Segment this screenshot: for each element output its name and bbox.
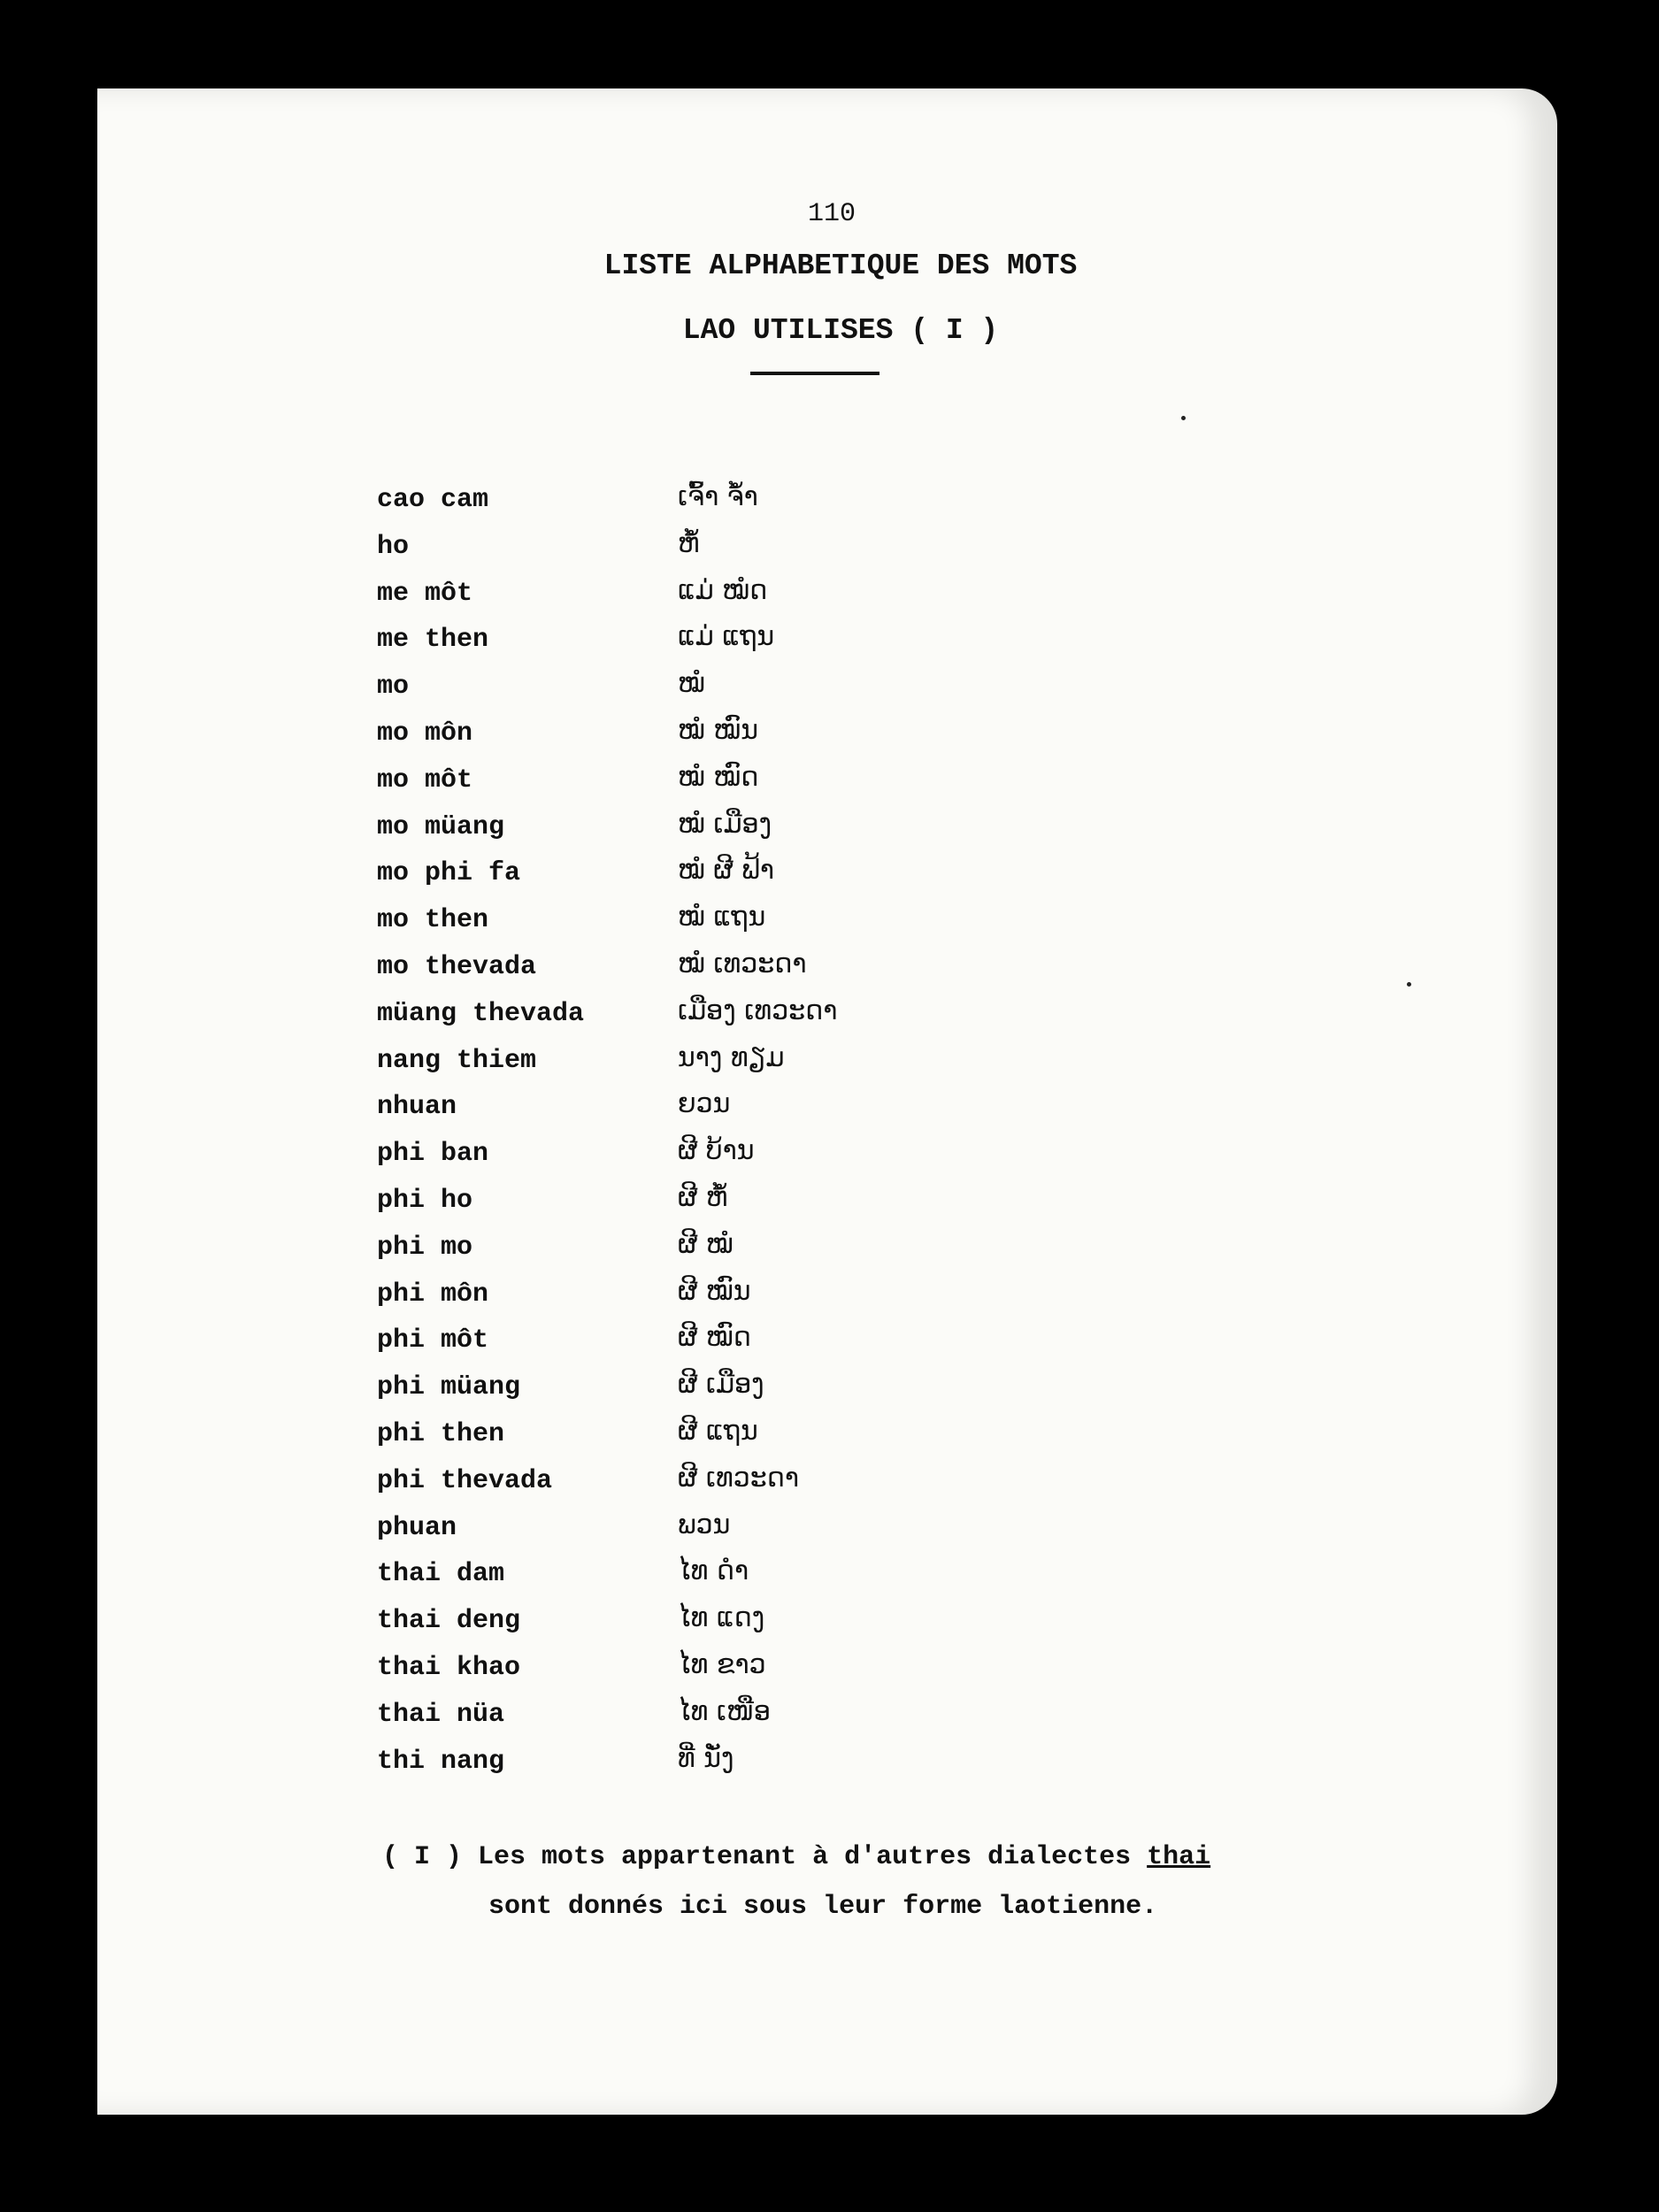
word-row bbox=[377, 1555, 996, 1606]
word-lao-script: ໝໍ ເທວະດາ bbox=[678, 948, 807, 979]
footnote-line-2: sont donnés ici sous leur forme laotienne. bbox=[488, 1892, 1158, 1922]
word-row bbox=[377, 1695, 996, 1747]
word-row bbox=[377, 574, 996, 626]
word-lao-script: ຜີ ເທວະດາ bbox=[678, 1462, 799, 1494]
word-romanized: me then bbox=[377, 625, 489, 656]
word-row bbox=[377, 1088, 996, 1139]
word-lao-script: ຜີ ເມືອງ bbox=[678, 1369, 764, 1401]
word-lao-script: ພວນ bbox=[678, 1509, 731, 1540]
word-lao-script: ຫໍ້ bbox=[678, 527, 700, 559]
word-row bbox=[377, 808, 996, 859]
word-romanized: phi thevada bbox=[377, 1465, 553, 1496]
word-row bbox=[377, 948, 996, 999]
page-number: 110 bbox=[807, 199, 856, 229]
word-lao-script: ແມ່ ແຖນ bbox=[678, 621, 775, 653]
word-row bbox=[377, 714, 996, 765]
word-romanized: phi müang bbox=[377, 1372, 521, 1403]
word-row bbox=[377, 1742, 996, 1793]
word-row bbox=[377, 481, 996, 532]
word-romanized: mo müang bbox=[377, 811, 505, 842]
word-lao-script: ທີ່ ນັ່ງ bbox=[678, 1742, 734, 1774]
word-row bbox=[377, 1369, 996, 1419]
ink-speck bbox=[1407, 982, 1411, 987]
word-lao-script: ໝໍ bbox=[678, 668, 705, 700]
word-lao-script: ໝໍ ໝົນ bbox=[678, 714, 758, 746]
word-lao-script: ໄທ ດຳ bbox=[678, 1555, 749, 1587]
word-romanized: nhuan bbox=[377, 1092, 457, 1123]
word-romanized: me môt bbox=[377, 578, 473, 609]
word-lao-script: ໝໍ ໝົດ bbox=[678, 761, 759, 793]
word-list bbox=[377, 481, 996, 1793]
word-lao-script: ຜີ ໝົນ bbox=[678, 1275, 751, 1307]
word-row bbox=[377, 1041, 996, 1093]
word-romanized: thai deng bbox=[377, 1606, 521, 1637]
word-romanized: thi nang bbox=[377, 1746, 505, 1777]
word-lao-script: ໄທ ເໜືອ bbox=[678, 1695, 772, 1727]
word-romanized: phi môn bbox=[377, 1279, 489, 1310]
word-romanized: phi mo bbox=[377, 1232, 473, 1263]
word-romanized: mo thevada bbox=[377, 951, 537, 982]
word-row bbox=[377, 527, 996, 579]
word-lao-script: ຜີ ໝໍ bbox=[678, 1228, 733, 1260]
word-row bbox=[377, 1181, 996, 1233]
footnote-line-1 bbox=[382, 1842, 1210, 1872]
word-romanized: cao cam bbox=[377, 485, 489, 515]
word-lao-script: ໄທ ຂາວ bbox=[678, 1648, 766, 1680]
word-romanized: mo môt bbox=[377, 764, 473, 795]
word-row bbox=[377, 1509, 996, 1560]
word-lao-script: ນາງ ທຽມ bbox=[678, 1041, 785, 1073]
word-lao-script: ໄທ ແດງ bbox=[678, 1602, 765, 1634]
word-romanized: thai khao bbox=[377, 1652, 521, 1683]
word-lao-script: ແມ່ ໝໍດ bbox=[678, 574, 768, 606]
word-lao-script: ຜີ ແຖນ bbox=[678, 1415, 758, 1447]
title-underline bbox=[750, 372, 879, 375]
word-row bbox=[377, 902, 996, 952]
page-title-line-2: LAO UTILISES ( I ) bbox=[682, 314, 999, 347]
word-romanized: phi ho bbox=[377, 1185, 473, 1216]
word-romanized: nang thiem bbox=[377, 1045, 537, 1076]
word-row bbox=[377, 668, 996, 718]
word-row bbox=[377, 1648, 996, 1700]
word-romanized: phi then bbox=[377, 1418, 505, 1449]
word-romanized: phi môt bbox=[377, 1325, 489, 1356]
word-romanized: ho bbox=[377, 531, 410, 562]
word-row bbox=[377, 1275, 996, 1326]
word-row bbox=[377, 761, 996, 812]
footnote-text: ( I ) Les mots appartenant à d'autres dialectes bbox=[382, 1842, 1148, 1872]
word-row bbox=[377, 1462, 996, 1513]
word-row bbox=[377, 1228, 996, 1279]
word-lao-script: ເຈົ້າ ຈ້ຳ bbox=[678, 481, 758, 512]
word-lao-script: ໝໍ ຜີ ຟ້າ bbox=[678, 855, 775, 887]
word-row bbox=[377, 1602, 996, 1653]
word-row bbox=[377, 1135, 996, 1186]
word-romanized: mo môn bbox=[377, 718, 473, 749]
word-lao-script: ເມືອງ ເທວະດາ bbox=[678, 995, 838, 1026]
word-romanized: müang thevada bbox=[377, 998, 585, 1029]
word-romanized: mo phi fa bbox=[377, 858, 521, 889]
word-lao-script: ຜີ ໝົດ bbox=[678, 1322, 751, 1354]
word-row bbox=[377, 855, 996, 905]
word-row bbox=[377, 1322, 996, 1372]
word-row bbox=[377, 995, 996, 1046]
word-romanized: phi ban bbox=[377, 1139, 489, 1170]
word-romanized: mo then bbox=[377, 905, 489, 936]
word-row bbox=[377, 1415, 996, 1466]
word-romanized: thai dam bbox=[377, 1559, 505, 1590]
word-romanized: thai nüa bbox=[377, 1699, 505, 1730]
ink-speck bbox=[1181, 416, 1186, 420]
word-romanized: mo bbox=[377, 672, 410, 703]
word-row bbox=[377, 621, 996, 672]
word-romanized: phuan bbox=[377, 1512, 457, 1543]
word-lao-script: ຜີ ຫໍ້ bbox=[678, 1181, 728, 1213]
page-title-line-1: LISTE ALPHABETIQUE DES MOTS bbox=[603, 250, 1078, 282]
word-lao-script: ໝໍ ເມືອງ bbox=[678, 808, 772, 840]
word-lao-script: ໝໍ ແຖນ bbox=[678, 902, 766, 933]
footnote-underlined-word: thai bbox=[1147, 1842, 1211, 1872]
word-lao-script: ຜີ ບ້ານ bbox=[678, 1135, 755, 1167]
word-lao-script: ຍວນ bbox=[678, 1088, 731, 1120]
